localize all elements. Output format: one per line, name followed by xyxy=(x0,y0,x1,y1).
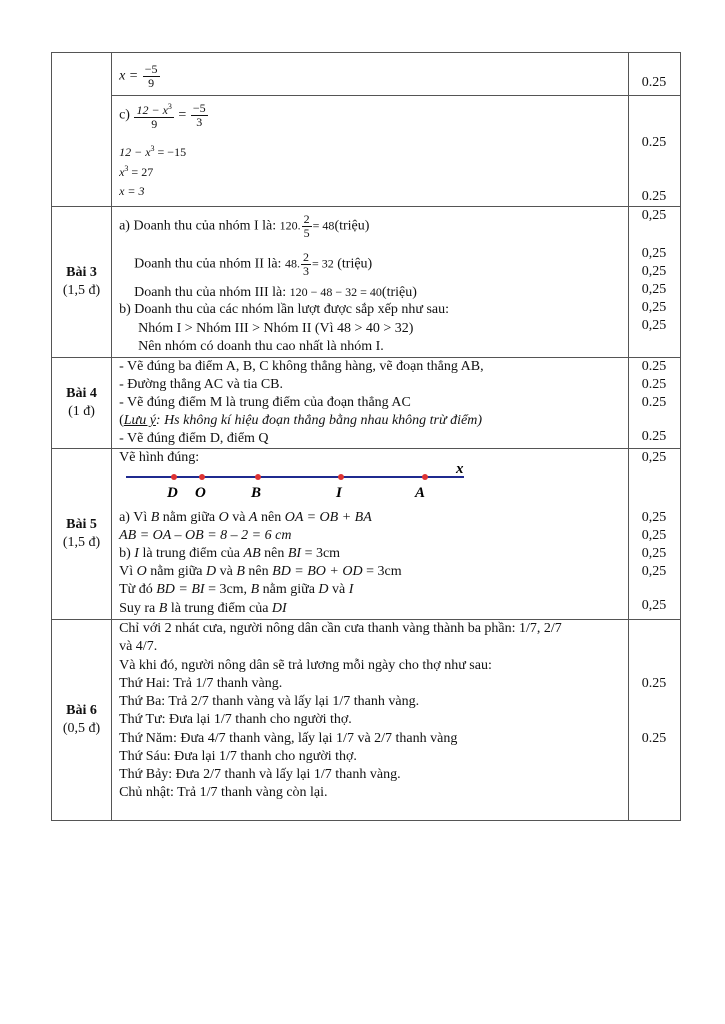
bai4-line-1: - Vẽ đúng ba điểm A, B, C không thẳng hàng, vẽ đoạn thẳng AB, xyxy=(119,359,484,374)
bai6-line: Thứ Bảy: Đưa 2/7 thanh và lấy lại 1/7 thanh vàng. xyxy=(119,767,401,782)
score: 0.25 xyxy=(641,676,667,691)
label-bai-5: Bài 5 (1,5 đ) xyxy=(52,449,112,620)
score-cell-bai-4 xyxy=(628,358,680,449)
fraction-minus5-9: $\frac{-5}{9}$ xyxy=(144,62,158,90)
row-bai-5 xyxy=(52,449,681,620)
ray-x-label: x xyxy=(456,465,464,477)
score: 0.25 xyxy=(641,377,667,392)
bai5-line-0: Vẽ hình đúng: xyxy=(119,450,200,465)
bai6-line: Chủ nhật: Trả 1/7 thanh vàng còn lại. xyxy=(119,785,328,800)
score: 0.25 xyxy=(641,75,667,90)
score: 0.25 xyxy=(641,731,667,746)
label-cell-empty xyxy=(52,53,112,207)
part-c-label: c) xyxy=(119,107,130,123)
equation-2: $12 - x^3 = -15$ xyxy=(119,144,187,159)
score: 0,25 xyxy=(641,208,667,223)
bai6-line: và 4/7. xyxy=(119,639,158,654)
label-bai-4: Bài 4 (1 đ) xyxy=(52,358,112,449)
bai4-line-5: - Vẽ đúng điểm D, điểm Q xyxy=(119,431,269,446)
score: 0,25 xyxy=(641,264,667,279)
bai6-line: Chỉ với 2 nhát cưa, người nông dân cần cưa thanh vàng thành ba phần: 1/7, 2/7 xyxy=(119,621,562,636)
equation-3: $x^3 = 27$ xyxy=(119,164,154,179)
point-a-dot xyxy=(422,474,428,480)
score-cell-row1 xyxy=(628,53,680,96)
row-part-c xyxy=(52,96,681,207)
bai5-line-b4: Suy ra B là trung điểm của DI xyxy=(119,601,287,616)
bai5-line-b1: b) I là trung điểm của AB nên BI = 3cm xyxy=(119,546,341,561)
x-equals: x = xyxy=(119,68,142,84)
answer-table xyxy=(51,52,681,821)
score-cell-bai-5 xyxy=(628,449,680,620)
bai4-line-2: - Đường thẳng AC và tia CB. xyxy=(119,377,284,392)
score: 0,25 xyxy=(641,564,667,579)
content-bai-4 xyxy=(112,358,629,449)
row-x-equals xyxy=(52,53,681,96)
score: 0,25 xyxy=(641,546,667,561)
score: 0,25 xyxy=(641,528,667,543)
point-b-dot xyxy=(255,474,261,480)
bai6-line: Thứ Ba: Trả 2/7 thanh vàng và lấy lại 1/7 thanh vàng. xyxy=(119,694,420,709)
point-i-dot xyxy=(338,474,344,480)
point-d-dot xyxy=(171,474,177,480)
bai5-line-b3: Từ đó BD = BI = 3cm, B nằm giữa D và I xyxy=(119,582,354,597)
bai3-line-a2: Doanh thu của nhóm II là: 48. $\frac{2}{3}$ = 32 (triệu) xyxy=(134,250,373,278)
score: 0,25 xyxy=(641,318,667,333)
point-i-label: I xyxy=(336,485,342,501)
score: 0.25 xyxy=(641,189,667,204)
score: 0,25 xyxy=(641,598,667,613)
score-cell-bai-6 xyxy=(628,620,680,821)
score-cell-row2 xyxy=(628,96,680,207)
point-a-label: A xyxy=(415,485,426,501)
bai3-line-b1: b) Doanh thu của các nhóm lần lượt được sắp xếp như sau: xyxy=(119,302,450,317)
score: 0.25 xyxy=(641,359,667,374)
score: 0.25 xyxy=(641,429,667,444)
row-bai-3 xyxy=(52,207,681,358)
ray-figure xyxy=(112,465,628,505)
score: 0.25 xyxy=(641,395,667,410)
content-bai-3 xyxy=(112,207,629,358)
content-bai-6 xyxy=(112,620,629,821)
fraction-12-x3-9: $\frac{12 - x^3}{9}$ xyxy=(136,102,172,131)
bai6-line: Thứ Hai: Trả 1/7 thanh vàng. xyxy=(119,676,283,691)
equation-4: x = 3 xyxy=(119,184,145,198)
score: 0,25 xyxy=(641,300,667,315)
bai5-line-a1: a) Vì B nằm giữa O và A nên OA = OB + BA xyxy=(119,510,372,525)
score: 0,25 xyxy=(641,282,667,297)
score: 0,25 xyxy=(641,246,667,261)
point-o-dot xyxy=(199,474,205,480)
fraction-minus5-3: $\frac{-5}{3}$ xyxy=(192,101,206,129)
content-bai-5 xyxy=(112,449,629,620)
bai6-line: Thứ Sáu: Đưa lại 1/7 thanh cho người thợ. xyxy=(119,749,357,764)
bai3-line-b2: Nhóm I > Nhóm III > Nhóm II (Vì 48 > 40 > 32) xyxy=(138,321,414,336)
row-bai-4 xyxy=(52,358,681,449)
bai3-line-a1: a) Doanh thu của nhóm I là: 120. $\frac{2}{5}$ = 48(triệu) xyxy=(119,212,370,240)
bai3-line-b3: Nên nhóm có doanh thu cao nhất là nhóm I. xyxy=(138,339,384,354)
bai4-line-4: (Lưu ý: Hs không kí hiệu đoạn thẳng bằng nhau không trừ điểm) xyxy=(119,413,483,428)
point-o-label: O xyxy=(195,485,206,501)
label-bai-6: Bài 6 (0,5 đ) xyxy=(52,620,112,821)
bai3-line-a3: Doanh thu của nhóm III là: 120 − 48 − 32 = 40(triệu) xyxy=(134,285,417,300)
point-b-label: B xyxy=(251,485,262,501)
score-cell-bai-3 xyxy=(628,207,680,358)
bai5-line-a2: AB = OA – OB = 8 – 2 = 6 cm xyxy=(119,528,292,543)
score: 0,25 xyxy=(641,510,667,525)
bai6-line: Và khi đó, người nông dân sẽ trả lương mỗi ngày cho thợ như sau: xyxy=(119,658,492,673)
bai6-line: Thứ Tư: Đưa lại 1/7 thanh cho người thợ. xyxy=(119,712,352,727)
point-d-label: D xyxy=(167,485,178,501)
content-row2: c) $\frac{12 - x^3}{9}$ = $\frac{-5}{3}$ $12 - x^3 = -15$ $x^3 = 27$ x = 3 xyxy=(112,96,629,207)
score: 0.25 xyxy=(641,135,667,150)
bai6-line: Thứ Năm: Đưa 4/7 thanh vàng, lấy lại 1/7 và 2/7 thanh vàng xyxy=(119,731,458,746)
row-bai-6 xyxy=(52,620,681,821)
content-row1 xyxy=(112,53,629,96)
bai4-line-3: - Vẽ đúng điểm M là trung điểm của đoạn thẳng AC xyxy=(119,395,411,410)
label-bai-3: Bài 3 (1,5 đ) xyxy=(52,207,112,358)
bai5-line-b2: Vì O nằm giữa D và B nên BD = BO + OD = 3cm xyxy=(119,564,402,579)
score: 0,25 xyxy=(641,450,667,465)
